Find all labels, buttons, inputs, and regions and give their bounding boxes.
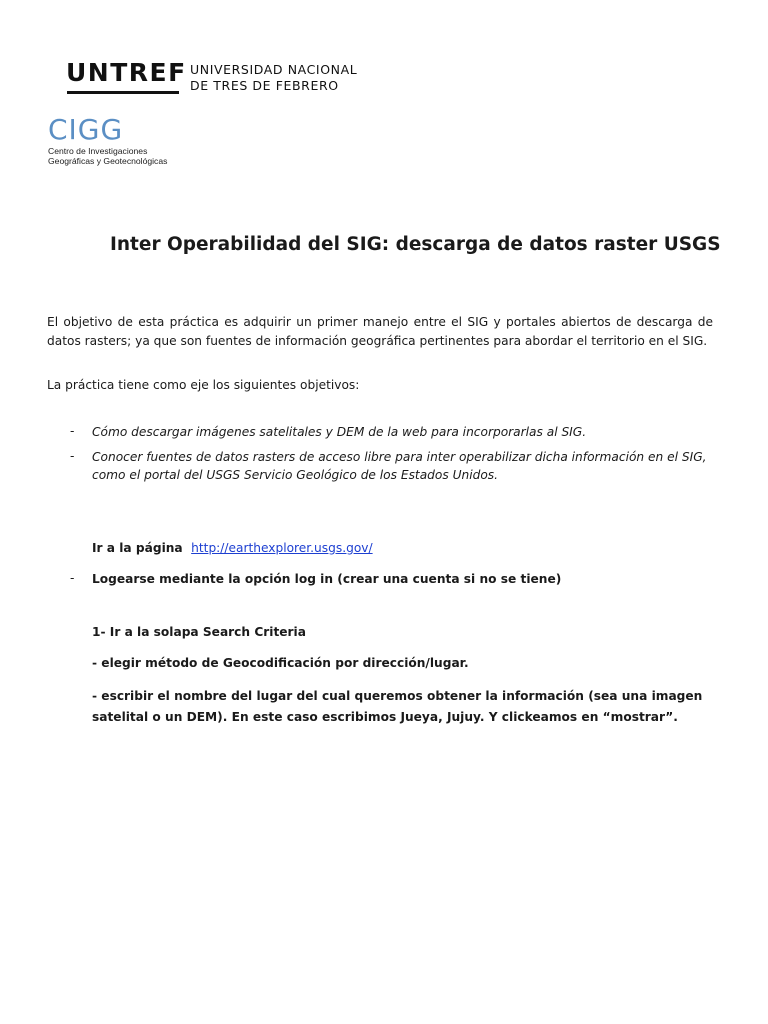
objective-item: Conocer fuentes de datos rasters de acceso libre para inter operabilizar dicha información en el SIG, como el portal del USGS Servicio Geológico de los Estados Unidos. [92,450,707,482]
objective-item: Cómo descargar imágenes satelitales y DEM de la web para incorporarlas al SIG. [92,425,587,439]
untref-logo-word: UNTREF [66,58,187,87]
step1-line1: - elegir método de Geocodificación por dirección/lugar. [92,656,469,670]
cigg-sub-line1: Centro de Investigaciones [48,146,148,156]
bullet-dash: - [70,424,75,438]
earthexplorer-link[interactable]: http://earthexplorer.usgs.gov/ [191,541,373,555]
untref-logo-name [190,62,357,94]
intro-paragraph: El objetivo de esta práctica es adquirir un primer manejo entre el SIG y portales abiertos de descarga de datos rasters; ya que son fuentes de información geográfica pertinentes para abordar el territorio en el SIG. [47,315,713,348]
untref-name-line2: DE TRES DE FEBRERO [190,78,339,93]
login-step-text: Logearse mediante la opción log in (crear una cuenta si no se tiene) [92,572,562,586]
document-title: Inter Operabilidad del SIG: descarga de datos raster USGS [110,234,721,255]
cigg-logo-subtitle [48,146,167,166]
goto-line [92,539,373,558]
bullet-dash: - [70,571,75,585]
cigg-sub-line2: Geográficas y Geotecnológicas [48,156,168,166]
bullet-dash: - [70,449,75,463]
goto-label: Ir a la página [92,541,183,555]
objectives-lead: La práctica tiene como eje los siguientes objetivos: [47,378,360,392]
cigg-logo-word: CIGG [48,113,124,146]
step1-line2: - escribir el nombre del lugar del cual queremos obtener la información (sea una imagen satelital o un DEM). En este caso escribimos Jueya, Jujuy. Y clickeamos en “mostrar”. [92,689,703,724]
step1-heading: 1- Ir a la solapa Search Criteria [92,625,306,639]
untref-logo-underline [67,91,179,94]
untref-name-line1: UNIVERSIDAD NACIONAL [190,62,358,77]
